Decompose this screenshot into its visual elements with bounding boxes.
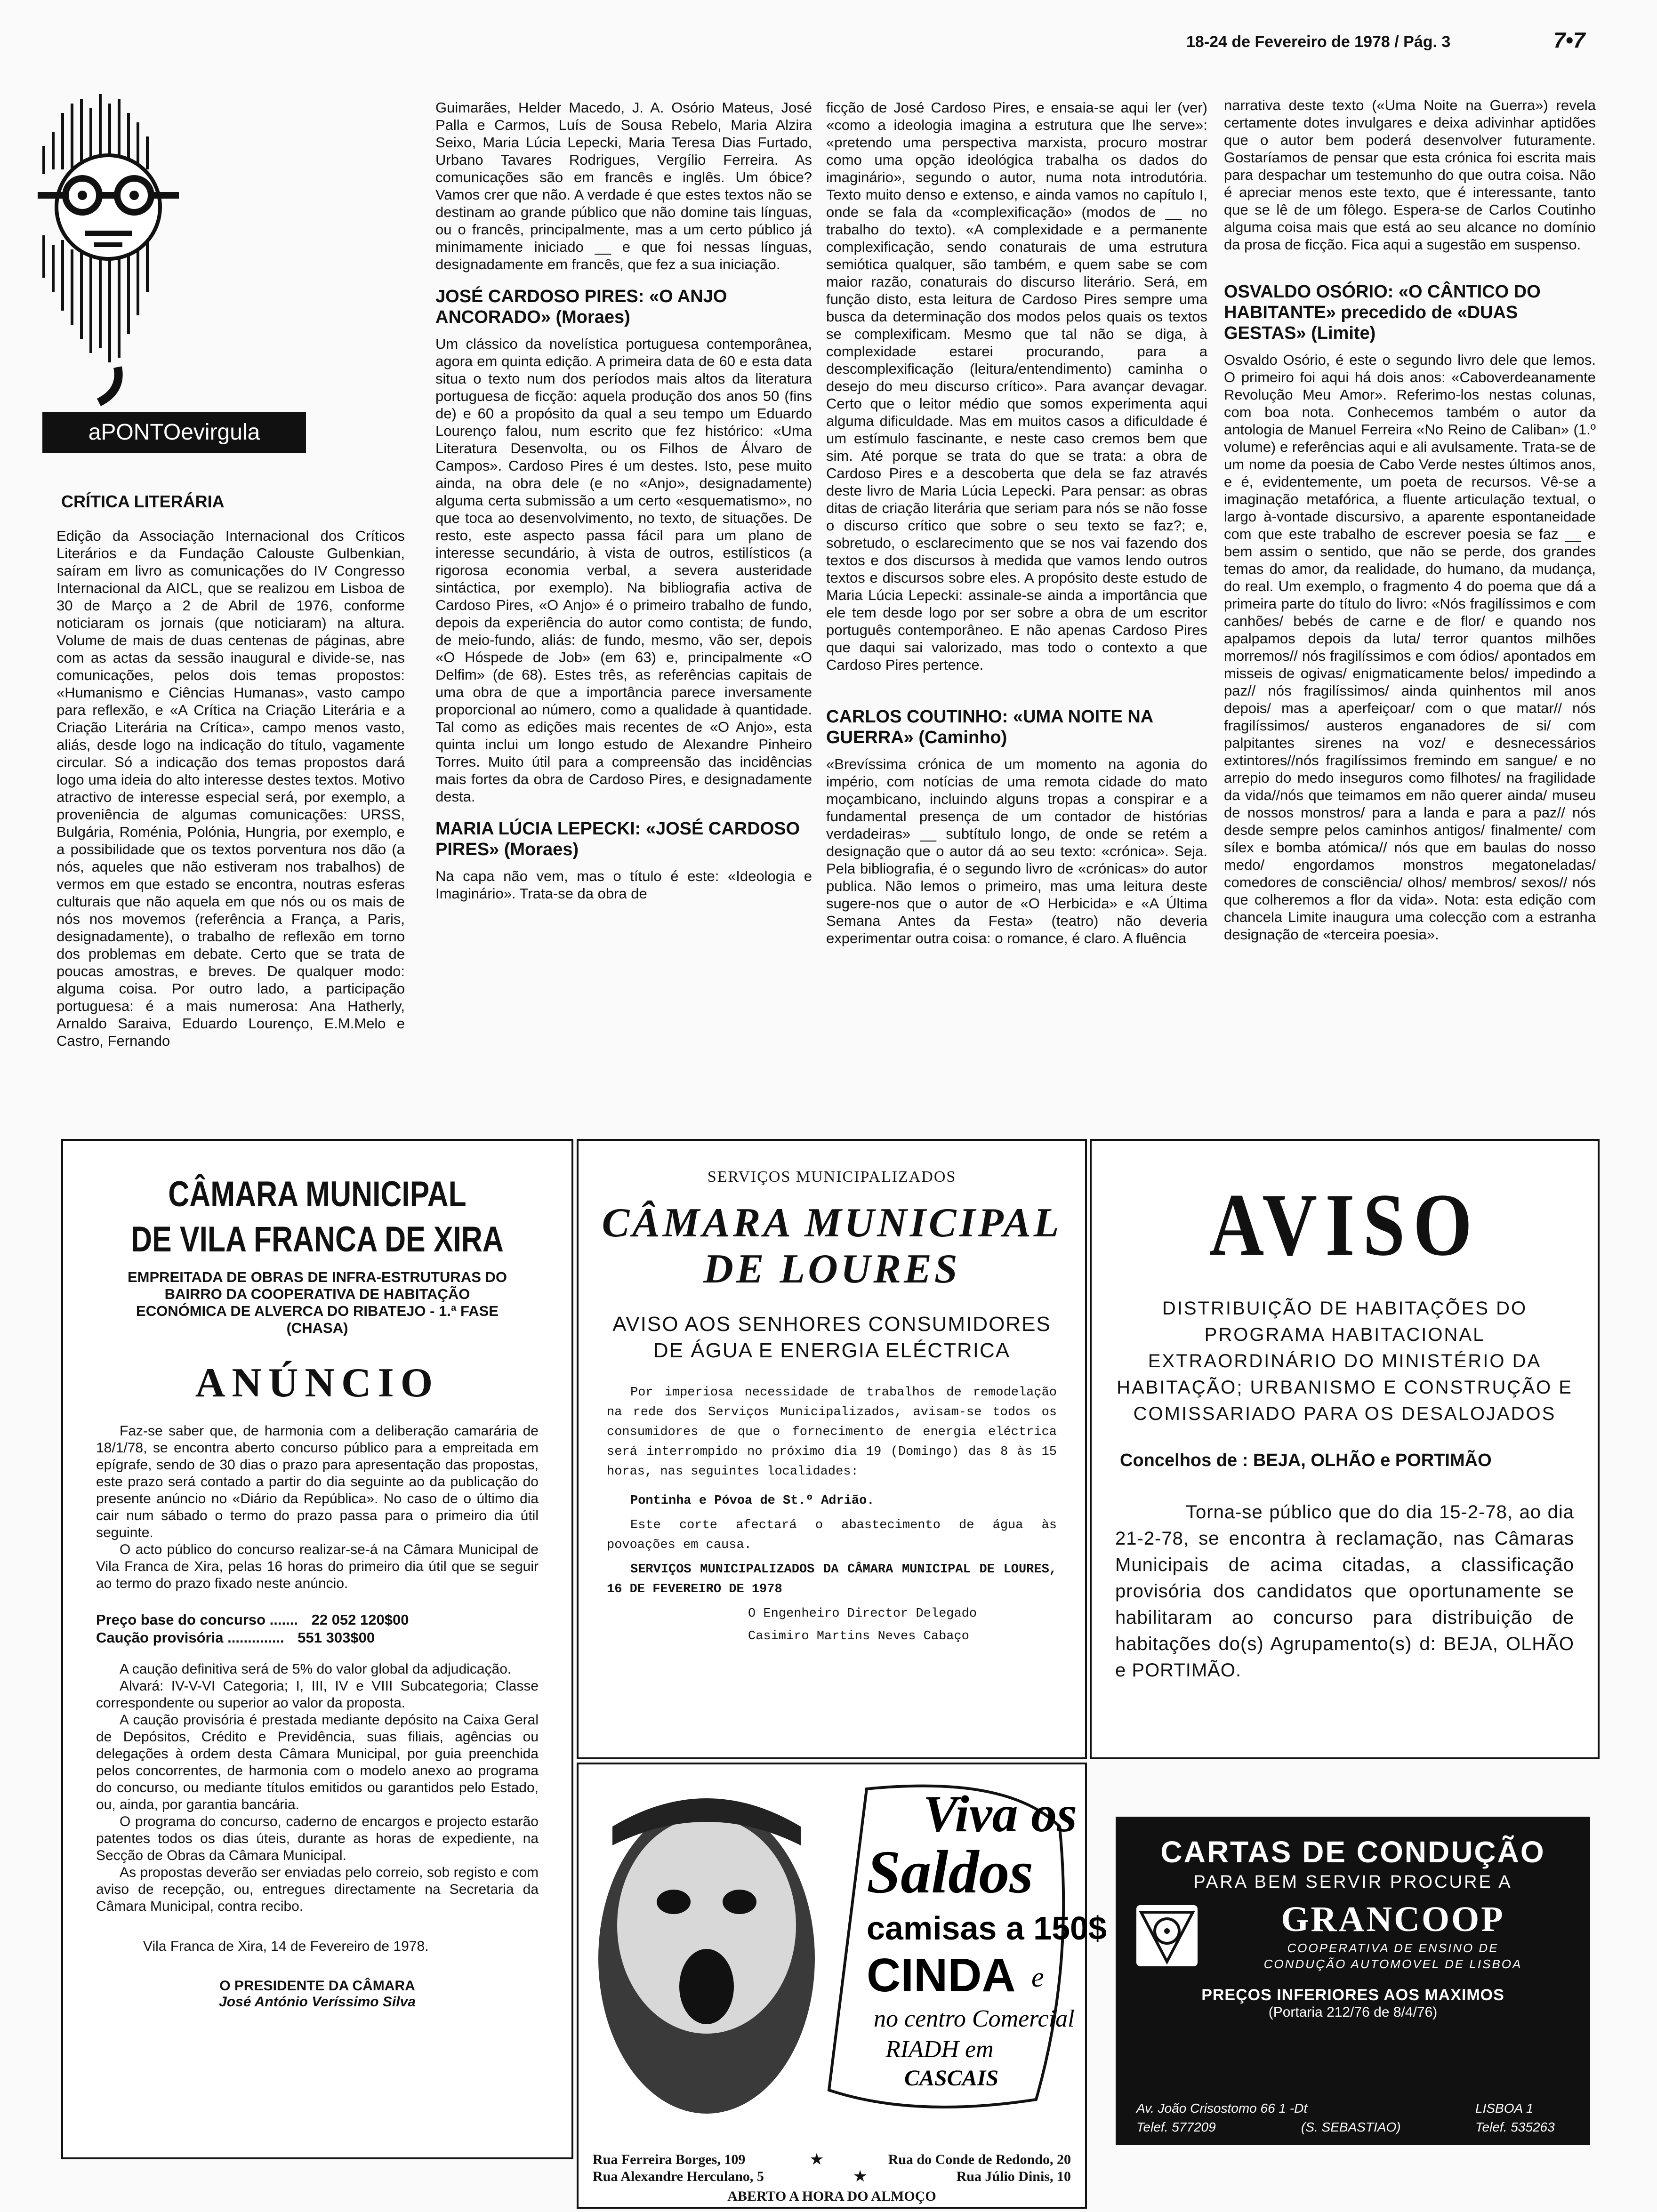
caucao-label: Caução provisória .............. [96, 1629, 284, 1646]
child-photo-image [598, 1798, 815, 2114]
article-heading-cardoso-pires: JOSÉ CARDOSO PIRES: «O ANJO ANCORADO» (Moraes) [435, 287, 727, 327]
article-paragraph: Um clássico da novelística portuguesa contemporânea, agora em quinta edição. A primeira data de 60 e esta data situa o texto num dos períodos mais altos da literatura portuguesa de ficção: aquela produção dos anos 50 (fins de) e 60 a propósito da qual a seu tempo um Eduardo Lourenço falou, num escrito que fez histórico: «Uma Literatura Desenvolta, ou os Filhos de Álvaro de Campos». Cardoso Pires é um destes. Isto, pese muito ainda, na obra dele (e no «Anjo», designadamente) alguma certa submissão a um certo «esquematismo», no que toca ao desenvolvimento, no texto, de situações. De resto, este aspecto passa fácil para um plano de interesse secundário, à vista de outros, estilísticos (a rigorosa economia verbal, a severa austeridade sintáctica, por exemplo). Na bibliografia activa de Cardoso Pires, «O Anjo» é o primeiro trabalho de fundo, depois da experiência do autor como contista; de fundo, de meio-fundo, aliás: de fundo, mesmo, vão ser, depois «O Hóspede de Job» (em 63) e, principalmente «O Delfim» (de 68). Estes três, as referências capitais de uma obra de que a importância parece inversamente proporcional ao número, como a qualidade à quantidade. Tal como as edições mais recentes de «O Anjo», esta quinta inclui um longo estudo de Alexandre Pinheiro Torres. Muito útil para a compreensão das incidências mais fortes da obra de Cardoso Pires, e designadamente desta. [435, 336, 812, 805]
article-heading-coutinho: CARLOS COUTINHO: «UMA NOITE NA GUERRA» (Caminho) [826, 707, 1153, 747]
ad-paragraph: O programa do concurso, caderno de encargos e projecto estarão patentes todos os dias úteis, durante as horas de expediente, na Secção de Obras da Câmara Municipal. [96, 1814, 539, 1863]
ad-place-date: Vila Franca de Xira, 14 de Fevereiro de 1978. [143, 1939, 429, 1954]
price-base-label: Preço base do concurso ....... [96, 1611, 298, 1628]
ad-title-line2: DE LOURES [703, 1246, 960, 1292]
ad-aviso-heading: AVISO AOS SENHORES CONSUMIDORES DE ÁGUA E ENERGIA ELÉCTRICA [612, 1313, 1051, 1362]
cinda-line8: CASCAIS [904, 2066, 999, 2091]
ad-title-line1: CÂMARA MUNICIPAL [602, 1200, 1062, 1246]
ad-prices: PREÇOS INFERIORES AOS MAXIMOS [1201, 1986, 1504, 2004]
ad-signatory-name: Casimiro Martins Neves Cabaço [748, 1629, 969, 1643]
ad-signatory-title: O PRESIDENTE DA CÂMARA [219, 1978, 415, 1994]
ad-cartas-de-conducao [1116, 1817, 1590, 2145]
article-column-1 [56, 527, 405, 1106]
article-paragraph: narrativa deste texto («Uma Noite na Guerra») revela certamente dotes invulgares e deixa adivinhar aptidões que o autor bem poderá desenvolver futuramente. Gostaríamos de pensar que esta crónica foi escrita mais para despachar um testemunho do que outra coisa. Não é apreciar menos este texto, que é interessante, tanto que se lê de um fôlego. Espera-se de Carlos Coutinho alguma coisa mais que está ao seu alcance no domínio da prosa de ficção. Fica aqui a sugestão em suspenso. [1224, 97, 1596, 253]
ad-title-line1: CÂMARA MUNICIPAL [168, 1174, 467, 1214]
article-paragraph: «Brevíssima crónica de um momento na agonia do império, com notícias de uma remota cidade do mato moçambicano, incluindo alguns tropas a conspirar e a fundamental presença de um contador de histórias verdadeiras» __ subtítulo longo, de onde se retém a designação que o autor dá ao seu texto: «crónica». Seja. Pela bibliografia, é o segundo livro de «crónicas» do autor publica. Não lemos o primeiro, mas uma leitura deste sugere-nos que o autor de «O Herbicida» e «A Última Semana Antes da Festa» (teatro) não deveria experimentar outra coisa: o romance, é claro. A fluência [826, 756, 1207, 946]
section-title: CRÍTICA LITERÁRIA [61, 492, 225, 511]
ad-addresses [579, 2151, 1085, 2205]
ad-paragraph: Por imperiosa necessidade de trabalhos de remodelação na rede dos Serviços Municipalizados, avisam-se todos os consumidores de que o fornecimento de energia eléctrica será interrompido no próximo dia 19 (Domingo) das 8 às 15 horas, nas seguintes localidades: [607, 1386, 1057, 1479]
address-4: Rua Júlio Dinis, 10 [956, 2169, 1071, 2184]
address-1: Rua Ferreira Borges, 109 [593, 2152, 746, 2167]
ad-title: AVISO [1209, 1176, 1480, 1274]
article-heading-osorio: OSVALDO OSÓRIO: «O CÂNTICO DO HABITANTE» precedido de «DUAS GESTAS» (Limite) [1224, 282, 1541, 343]
article-column-3 [826, 99, 1207, 1106]
cinda-line7: RIADH em [885, 2036, 994, 2063]
ad-title-line2: DE VILA FRANCA DE XIRA [131, 1219, 504, 1259]
article-column-2 [435, 99, 812, 1106]
article-column-4 [1224, 96, 1596, 1106]
ad-footer: ABERTO A HORA DO ALMOÇO [727, 2188, 936, 2204]
ad-title: CARTAS DE CONDUÇÃO [1160, 1835, 1545, 1869]
publication-mark: 7•7 [1553, 28, 1585, 52]
ad-signature-line: SERVIÇOS MUNICIPALIZADOS DA CÂMARA MUNICIPAL DE LOURES, 16 DE FEVEREIRO DE 1978 [607, 1563, 1057, 1596]
ad-coop-line2: CONDUÇÃO AUTOMOVEL DE LISBOA [1263, 1957, 1522, 1971]
ad-aviso-habitacoes [1090, 1139, 1600, 1759]
article-paragraph: Osvaldo Osório, é este o segundo livro dele que lemos. O primeiro foi aqui há dois anos: «Caboverdeanamente Revolução Meu Amor». Referimo-los nestas colunas, com boa nota. Conhecemos também o autor da antologia de Manuel Ferreira «No Reino de Caliban» (1.º volume) e referências aqui e ali avulsamente. Trata-se de um nome da poesia de Cabo Verde nestes últimos anos, e é, evidentemente, um poeta de recursos. Vê-se a imaginação metafórica, a fluente articulação textual, o largo à-vontade discursivo, a aparente espontaneidade com que este trabalho de escrever poesia se faz __ e bem assim o sentido, que não se perde, dos grandes temas do amor, da realidade, do humano, da mudança, do real. Um exemplo, o fragmento 4 do poema que dá a primeira parte do título do livro: «Nós fragilíssimos e com canhões/ bebés de carne e de flor/ e quando nos apalpamos depois da luta/ terror quantos milhões morremos// nós fragilíssimos e com ódios/ apontados em misseis de ogivas/ enigmaticamente belos/ impedindo a paz// nós fragilíssimos/ ainda quinhentos mil anos depois/ mas a aperfeiçoar/ com o que matar// nós fragilíssimos/ austeros enganadores de si/ com palpitantes sirenes na voz/ e desnecessários extintores//nós fragilíssimos fremindo em sangue/ e no arrepio do medo inseguros como filhotes/ na fragilidade da vida//nós que teimamos em não querer ainda/ museu de nossos monstros/ para a landa e para a paz// nós desde sempre pelos caminhos antigos/ finalmente/ com sílex e bomba atómica// nós que em baulas do nosso medo/ engordamos monstros megatoneladas/ comedores de consciência/ olhos/ membros/ sexos// nós que colheremos a flor da vida». Nota: esta edição com chancela Limite inaugura uma colecção com a estranha designação de «terceira poesia». [1224, 352, 1596, 943]
ad-signatory-title: O Engenheiro Director Delegado [748, 1607, 977, 1621]
page-date-header: 18-24 de Fevereiro de 1978 / Pág. 3 [1186, 33, 1451, 51]
ad-city: LISBOA 1 [1475, 2101, 1534, 2116]
ad-paragraph: Alvará: IV-V-VI Categoria; I, III, IV e VIII Subcategoria; Classe correspondente ou superior ao valor da proposta. [96, 1678, 539, 1711]
section-logo-illustration [28, 85, 188, 405]
ad-brand: GRANCOOP [1281, 1899, 1505, 1939]
ad-description: DISTRIBUIÇÃO DE HABITAÇÕES DO PROGRAMA HABITACIONAL EXTRAORDINÁRIO DO MINISTÉRIO DA HABITAÇÃO; URBANISMO E CONSTRUÇÃO E COMISSARIADO PARA OS DESALOJADOS [1117, 1298, 1573, 1424]
ad-coop-line1: COOPERATIVA DE ENSINO DE [1287, 1941, 1499, 1955]
cinda-line5: e [1031, 1962, 1044, 1993]
star-icon: ★ [810, 2152, 823, 2167]
ad-signatory-name: José António Veríssimo Silva [219, 1994, 416, 2010]
ad-subtitle: PARA BEM SERVIR PROCURE A [1193, 1872, 1512, 1892]
ad-localities: Pontinha e Póvoa de St.º Adrião. [630, 1494, 875, 1508]
star-icon: ★ [853, 2169, 867, 2184]
ad-loures [577, 1139, 1087, 1759]
article-paragraph: Na capa não vem, mas o título é este: «Ideologia e Imaginário». Trata-se da obra de [435, 868, 812, 902]
cinda-line6: no centro Comercial [874, 2005, 1075, 2032]
ad-paragraph: Torna-se público que do dia 15-2-78, ao dia 21-2-78, se encontra à reclamação, nas Câmaras Municipais de acima citadas, a classificação provisória dos candidatos que oportunamente se habilitaram ao concurso para distribuição de habitações do(s) Agrupamento(s) d: BEJA, OLHÃO e PORTIMÃO. [1115, 1502, 1574, 1681]
ad-paragraph: Este corte afectará o abastecimento de água às povoações em causa. [607, 1518, 1057, 1552]
article-paragraph: Edição da Associação Internacional dos Críticos Literários e da Fundação Calouste Gulbenkian, saíram em livro as comunicações do IV Congresso Internacional da AICL, que se realizou em Lisboa de 30 de Março a 2 de Abril de 1976, conforme noticiaram os jornais (que noticiaram) na altura. Volume de mais de duas centenas de páginas, abre com as actas da sessão inaugural e divide-se, nas comunicações, pelos dois temas propostos: «Humanismo e Ciências Humanas», vasto campo para reflexão, e «A Crítica na Criação Literária e a Criação Literária na Crítica», campo menos vasto, aliás, desde logo na indicação do título, vagamente circular. Só a indicação dos temas propostos dará logo uma ideia do alto interesse destes textos. Motivo atractivo de interesse especial será, por exemplo, a proveniência de algumas comunicações: URSS, Bulgária, Roménia, Polónia, Hungria, por exemplo, e a possibilidade que os textos porventura nos dão (a nós, aqueles que não estiveram nos trabalhos) de vermos em que estado se encontra, noutras esferas culturais que não aquela em que nós ou os mais de nós nos movemos (referência a França, a Paris, designadamente), o trabalho de reflexão em torno dos problemas em debate. Certo que se trata de poucas amostras, e breves. De qualquer modo: alguma coisa. Por outro lado, a participação portuguesa: é a mais numerosa: Ana Hatherly, Arnaldo Saraiva, Eduardo Lourenço, E.M.Melo e Castro, Fernando [56, 528, 405, 1049]
ad-cinda-saldos [577, 1763, 1107, 2209]
address-3: Rua Alexandre Herculano, 5 [593, 2169, 764, 2184]
ad-subtitle: EMPREITADA DE OBRAS DE INFRA-ESTRUTURAS DO BAIRRO DA COOPERATIVA DE HABITAÇÃO ECONÓMICA DE ALVERCA DO RIBATEJO - 1.ª FASE (CHASA) [127, 1269, 507, 1336]
section-label-badge: aPONTOevirgula [42, 412, 306, 453]
ad-area: (S. SEBASTIAO) [1301, 2120, 1401, 2134]
cinda-line1: Viva os [923, 1785, 1077, 1843]
cinda-line2: Saldos [867, 1838, 1034, 1906]
ad-tel1: Telef. 577209 [1136, 2120, 1216, 2134]
cinda-line4: CINDA [867, 1949, 1016, 2002]
ad-paragraph: A caução definitiva será de 5% do valor global da adjudicação. [120, 1661, 512, 1677]
face-icon [38, 155, 179, 259]
ad-paragraph: A caução provisória é prestada mediante depósito na Caixa Geral de Depósitos, Crédito e Previdência, suas filiais, agências ou delegações à ordem desta Câmara Municipal, por guia preenchida pelos concorrentes, de harmonia com o modelo anexo ao programa do concurso, ou mediante títulos emitidos ou garantidos pelo Estado, ou, ainda, por garantia bancária. [96, 1712, 539, 1812]
ad-concelhos: Concelhos de : BEJA, OLHÃO e PORTIMÃO [1120, 1451, 1492, 1470]
ad-paragraph: O acto público do concurso realizar-se-á na Câmara Municipal de Vila Franca de Xira, pelas 16 horas do primeiro dia útil que se seguir ao termo do prazo fixado neste anúncio. [96, 1542, 539, 1591]
caucao-value: 551 303$00 [298, 1629, 375, 1646]
price-base-value: 22 052 120$00 [311, 1611, 409, 1628]
cinda-line3: camisas a 150$ [867, 1910, 1107, 1947]
ad-heading-anuncio: ANÚNCIO [195, 1360, 440, 1406]
ad-address: Av. João Crisostomo 66 1 -Dt [1136, 2101, 1308, 2116]
ad-paragraph: Faz-se saber que, de harmonia com a deliberação camarária de 18/1/78, se encontra aberto concurso público para a empreitada em epígrafe, sendo de 30 dias o prazo para apresentação das propostas, este prazo será contado a partir do dia seguinte ao da publicação do presente anúncio no «Diário da República». No caso de o último dia cair num sábado o termo do prazo passa para o primeiro dia útil seguinte. [96, 1423, 539, 1540]
ad-vila-franca-de-xira [61, 1139, 573, 2159]
article-paragraph: ficção de José Cardoso Pires, e ensaia-se aqui ler (ver) «como a ideologia imagina a estrutura que lhe serve»: «pretendo uma perspectiva marxista, procuro mostrar como uma opção ideológica trabalha os dados do imaginário», segundo o autor, numa nota introdutória. Texto muito denso e extenso, e ainda vamos no capítulo I, onde se fala da «complexificação» (modos de __ no trabalho do texto). «A complexidade e a permanente complexificação, sendo conaturais de uma estrutura semiótica qualquer, são também, e quem sabe se com maior razão, conaturais do discurso literário. Será, em função disto, esta leitura de Cardoso Pires sempre uma busca da determinação dos modos pelos quais os textos se complexificam. Mesmo que tal não se diga, à complexidade estarei procurando, para a descomplexificação (leitura/entendimento) caminha o desejo do meu discurso crítico». Para avançar devagar. Certo que o leitor médio que somos experimenta aqui alguma dificuldade. Mas em muitos casos a dificuldade é um estímulo fascinante, e neste caso cremos bem que sim. Até porque se trata do que se trata: a obra de Cardoso Pires e a descoberta que dela se faz através deste livro de Maria Lúcia Lepecki. Para pensar: as obras ditas de criação literária que seriam para nós se não fosse o discurso crítico que sobre o seu texto se faz?; e, sobretudo, o esclarecimento que se nos vai fazendo dos textos e dos discursos à medida que vamos lendo outros textos e discursos sobre eles. A propósito deste estudo de Maria Lúcia Lepecki: assinale-se ainda a importância que ele tem desde logo por ser sobre a obra de um escritor português contemporâneo. E não apenas Cardoso Pires que daqui sai valorizado, mas todo o contexto a que Cardoso Pires pertence. [826, 99, 1207, 673]
ad-paragraph: As propostas deverão ser enviadas pelo correio, sob registo e com aviso de recepção, ou, entregues directamente na Secretaria da Câmara Municipal, contra recibo. [96, 1865, 539, 1914]
address-2: Rua do Conde de Redondo, 20 [888, 2152, 1071, 2167]
ad-tel2: Telef. 535263 [1475, 2120, 1555, 2134]
comma-icon [99, 367, 119, 402]
ad-photo-area [584, 1770, 1107, 2128]
article-paragraph: Guimarães, Helder Macedo, J. A. Osório Mateus, José Palla e Carmos, Luís de Sousa Rebelo, Maria Alzira Seixo, Maria Lúcia Lepecki, Maria Teresa Dias Furtado, Urbano Tavares Rodrigues, Vergílio Ferreira. As comunicações são em francês e inglês. Um óbice? Vamos crer que não. A verdade é que estes textos não se destinam ao grande público que não domine tais línguas, ou o francês, principalmente, mas a um certo público já minimamente iniciado __ e que foi nessas línguas, designadamente em francês, que fez a sua iniciação. [435, 99, 812, 272]
ad-portaria: (Portaria 212/76 de 8/4/76) [1268, 2004, 1438, 2020]
grancoop-logo-icon [1136, 1905, 1198, 1966]
article-heading-lepecki: MARIA LÚCIA LEPECKI: «JOSÉ CARDOSO PIRES» (Moraes) [435, 819, 800, 859]
ad-small-heading: SERVIÇOS MUNICIPALIZADOS [707, 1168, 957, 1186]
ad-price-block [96, 1611, 571, 1647]
